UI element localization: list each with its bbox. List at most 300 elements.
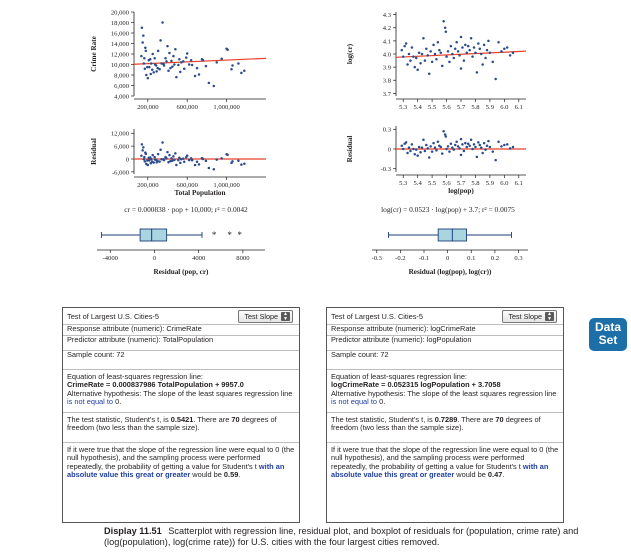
data-point — [179, 162, 182, 165]
data-point — [220, 157, 223, 160]
data-point — [402, 55, 405, 58]
data-point — [409, 59, 412, 62]
y-axis-label: Residual — [90, 138, 98, 165]
alt-value: 0. — [377, 397, 386, 407]
data-point — [215, 158, 218, 161]
data-point — [405, 141, 408, 144]
data-point — [185, 56, 188, 59]
data-point — [476, 71, 479, 74]
predictor-row — [327, 335, 563, 346]
p-value: 0.59 — [223, 470, 239, 480]
box-upper-half — [152, 229, 167, 241]
data-point — [151, 69, 154, 72]
x-tick-label: 600,000 — [176, 182, 198, 189]
data-point — [190, 59, 193, 62]
data-point — [415, 57, 418, 60]
data-point — [440, 146, 443, 149]
data-point — [194, 75, 197, 78]
data-point — [428, 156, 431, 159]
data-point — [145, 50, 148, 53]
y-axis-label: Residual — [346, 135, 354, 163]
y-tick-label: 4,000 — [114, 93, 129, 101]
data-point — [453, 57, 456, 60]
data-point — [483, 142, 486, 145]
data-point — [503, 48, 506, 51]
data-point — [188, 159, 191, 162]
data-point — [434, 146, 437, 149]
x-tick-label: 1,000,000 — [213, 104, 240, 111]
p-text: . — [238, 470, 241, 480]
data-point — [445, 55, 448, 58]
x-tick-label: 5.7 — [456, 104, 466, 111]
data-point — [489, 146, 492, 149]
x-tick-label: -0.3 — [371, 255, 382, 262]
data-point — [177, 64, 180, 67]
data-point — [458, 54, 461, 57]
data-point — [464, 142, 467, 145]
data-point — [421, 53, 424, 56]
data-point — [243, 162, 246, 165]
data-point — [243, 70, 246, 73]
test-slope-label: Test Slope — [508, 312, 542, 321]
x-tick-label: 5.9 — [485, 180, 495, 187]
data-point — [220, 57, 223, 60]
data-point — [427, 147, 430, 150]
stat-text: The test statistic, Student's t, is — [331, 415, 435, 424]
data-point — [481, 63, 484, 66]
divider — [63, 369, 299, 370]
x-tick-label: 8000 — [236, 255, 250, 262]
data-point — [198, 163, 201, 166]
data-point — [173, 63, 176, 66]
data-point — [161, 141, 164, 144]
data-point — [155, 70, 158, 73]
test-slope-dropdown[interactable] — [238, 310, 293, 323]
x-tick-label: 5.4 — [413, 104, 422, 111]
data-point — [487, 140, 490, 143]
y-tick-label: 3.9 — [382, 64, 391, 72]
data-point — [503, 144, 506, 147]
data-point — [416, 154, 419, 157]
x-tick-label: 4000 — [192, 255, 206, 262]
data-point — [486, 144, 489, 147]
data-point — [185, 156, 188, 159]
data-point — [144, 160, 147, 163]
data-point — [494, 78, 497, 81]
equation-line: CrimeRate = 0.000837986 TotalPopulation + 9957.0 — [67, 380, 244, 390]
x-tick-label: 6.0 — [500, 180, 509, 187]
data-point — [170, 60, 173, 63]
data-point — [460, 67, 463, 70]
alternative-hypothesis — [331, 390, 559, 407]
p-value-text — [67, 446, 295, 480]
data-point — [140, 55, 143, 58]
data-point — [422, 37, 425, 40]
data-point — [169, 67, 172, 70]
y-tick-label: 4.3 — [382, 12, 391, 20]
data-point — [460, 138, 463, 141]
data-point — [477, 42, 480, 45]
data-point — [483, 44, 486, 47]
divider — [63, 412, 299, 413]
predictor-attribute: Predictor attribute (numeric): logPopulation — [331, 335, 472, 344]
data-point — [157, 153, 160, 156]
data-point — [147, 77, 150, 80]
data-point — [153, 57, 156, 60]
sample-count: Sample count: 72 — [67, 350, 125, 359]
data-point — [208, 167, 211, 170]
data-point — [172, 55, 175, 58]
data-point — [168, 154, 171, 157]
data-point — [500, 145, 503, 148]
data-point — [174, 48, 177, 51]
data-point — [476, 156, 479, 159]
response-attribute: Response attribute (numeric): CrimeRate — [67, 324, 202, 333]
x-tick-label: 6.1 — [514, 180, 523, 187]
t-value: 0.7289 — [434, 415, 458, 424]
divider — [63, 442, 299, 443]
x-tick-label: 5.7 — [456, 180, 466, 187]
figure-caption — [104, 526, 624, 548]
display-number: Display 11.51 — [104, 526, 162, 536]
data-point — [432, 142, 435, 145]
regression-line — [396, 51, 526, 57]
data-point — [150, 158, 153, 161]
data-point — [492, 61, 495, 64]
data-point — [158, 68, 161, 71]
equation-title: Equation of least-squares regression line: — [331, 372, 467, 381]
data-point — [509, 54, 512, 57]
data-point — [425, 144, 428, 147]
x-tick-label: 200,000 — [137, 182, 159, 189]
data-point — [428, 72, 431, 75]
data-point — [143, 158, 146, 161]
data-point — [202, 158, 205, 161]
data-point — [487, 40, 490, 43]
data-point — [427, 54, 430, 57]
data-point — [237, 159, 240, 162]
data-point — [141, 143, 144, 146]
data-point — [461, 46, 464, 49]
equation-block — [67, 373, 295, 407]
data-point — [468, 144, 471, 147]
data-point — [142, 34, 145, 37]
p-text: would be — [190, 470, 224, 480]
data-point — [509, 147, 512, 150]
alternative-hypothesis — [67, 390, 295, 407]
data-point — [172, 155, 175, 158]
panel-title: Test of Largest U.S. Cities-5 — [331, 312, 424, 321]
x-axis-label: Residual (pop, cr) — [153, 268, 209, 276]
box-lower-half — [438, 229, 452, 241]
sample-row — [63, 350, 299, 361]
divider — [327, 369, 563, 370]
regression-line — [134, 58, 266, 64]
y-tick-label: 6,000 — [114, 82, 129, 90]
data-point — [442, 130, 445, 133]
p-direction: with an absolute value this great or greater — [67, 461, 285, 480]
data-point — [453, 148, 456, 151]
data-point — [196, 161, 199, 164]
data-point — [142, 146, 145, 149]
data-point — [159, 149, 162, 152]
data-point — [409, 150, 412, 153]
data-point — [450, 45, 453, 48]
data-point — [412, 55, 415, 58]
x-axis-label: Total Population — [174, 189, 226, 197]
data-point — [145, 153, 148, 156]
data-point — [455, 141, 458, 144]
data-point — [152, 71, 155, 74]
data-point — [143, 62, 146, 64]
stat-text: degrees of freedom (two less than the sample size). — [67, 415, 277, 433]
x-tick-label: 5.5 — [427, 104, 437, 111]
data-point — [463, 150, 466, 153]
stat-text: The test statistic, Student's t, is — [67, 415, 171, 424]
data-point — [194, 164, 197, 167]
x-tick-label: 5.5 — [427, 180, 437, 187]
x-tick-label: -0.1 — [418, 255, 430, 262]
test-panel-right — [326, 307, 564, 523]
y-tick-label: 3.7 — [382, 90, 391, 98]
data-point — [401, 49, 404, 52]
data-point — [182, 60, 185, 63]
y-tick-label: 3.8 — [382, 77, 391, 85]
data-set-badge-line1: Data — [594, 320, 621, 334]
x-tick-label: 6.1 — [514, 104, 523, 111]
data-point — [435, 149, 438, 152]
test-slope-dropdown[interactable] — [502, 310, 557, 323]
data-point — [473, 46, 476, 49]
data-point — [191, 159, 194, 162]
data-point — [486, 49, 489, 52]
data-point — [403, 45, 406, 48]
data-point — [466, 146, 469, 149]
p-value: 0.47 — [487, 470, 503, 480]
data-point — [198, 73, 201, 76]
data-point — [205, 160, 208, 163]
data-point — [416, 69, 419, 72]
data-point — [445, 135, 448, 138]
data-point — [159, 39, 162, 42]
data-point — [178, 58, 181, 61]
data-point — [202, 59, 205, 62]
data-point — [447, 50, 450, 53]
data-point — [171, 65, 174, 68]
data-point — [419, 151, 422, 154]
data-point — [406, 152, 409, 155]
data-point — [406, 63, 409, 66]
data-point — [148, 66, 151, 69]
response-row — [327, 324, 563, 335]
data-point — [411, 46, 414, 49]
data-point — [213, 168, 216, 171]
data-point — [144, 46, 147, 49]
data-point — [165, 157, 168, 160]
y-tick-label: -0.3 — [380, 166, 391, 174]
data-point — [450, 142, 453, 145]
data-point — [231, 160, 234, 163]
data-point — [445, 148, 448, 151]
panel-title: Test of Largest U.S. Cities-5 — [67, 312, 160, 321]
data-point — [177, 159, 180, 162]
data-point — [412, 148, 415, 151]
data-point — [167, 70, 170, 73]
x-tick-label: 5.8 — [471, 104, 480, 111]
data-point — [447, 145, 450, 148]
data-point — [414, 153, 417, 156]
y-tick-label: 0.3 — [382, 126, 391, 134]
data-point — [440, 51, 443, 54]
alt-direction: is not equal to — [67, 397, 114, 407]
data-point — [442, 20, 445, 23]
p-direction: with an absolute value this great or greater — [331, 461, 549, 480]
y-tick-label: 12,000 — [110, 51, 129, 59]
data-point — [431, 61, 434, 64]
test-panel-left — [62, 307, 300, 523]
y-tick-label: 10,000 — [110, 61, 129, 69]
data-point — [408, 53, 411, 56]
data-point — [437, 41, 440, 44]
equation-block — [331, 373, 559, 407]
alt-direction: is not equal to — [331, 397, 378, 407]
data-point — [157, 50, 160, 53]
y-tick-label: 20,000 — [110, 9, 129, 17]
equation-right: log(cr) = 0.0523 · log(pop) + 3.7; r² = 0.0075 — [381, 205, 515, 214]
y-tick-label: 0 — [125, 156, 129, 164]
y-axis-label: log(cr) — [346, 43, 354, 65]
data-point — [480, 53, 483, 56]
sample-count: Sample count: 72 — [331, 350, 389, 359]
data-point — [434, 53, 437, 56]
box-upper-half — [452, 229, 466, 241]
data-point — [484, 57, 487, 60]
data-point — [448, 150, 451, 153]
data-point — [451, 53, 454, 56]
data-point — [418, 51, 421, 54]
data-point — [468, 49, 471, 52]
data-point — [492, 150, 495, 153]
data-point — [454, 144, 457, 147]
data-point — [463, 59, 466, 62]
data-point — [149, 73, 152, 76]
data-point — [471, 148, 474, 151]
data-point — [166, 151, 169, 154]
y-tick-label: 16,000 — [110, 30, 129, 38]
data-point — [231, 64, 234, 67]
stat-text: . There are — [457, 415, 496, 424]
p-value-text — [331, 446, 559, 480]
data-point — [421, 146, 424, 149]
data-point — [437, 141, 440, 144]
data-point — [481, 152, 484, 155]
data-point — [467, 45, 470, 48]
data-point — [479, 48, 482, 51]
sample-row — [327, 350, 563, 361]
data-point — [466, 51, 469, 54]
data-point — [405, 42, 408, 45]
data-point — [477, 141, 480, 144]
data-point — [205, 65, 208, 68]
data-point — [173, 159, 176, 162]
x-tick-label: 6.0 — [500, 104, 509, 111]
data-point — [237, 62, 240, 64]
data-point — [441, 65, 444, 68]
data-point — [161, 21, 164, 24]
data-point — [454, 48, 457, 51]
x-tick-label: 5.6 — [442, 180, 451, 187]
y-tick-label: 14,000 — [110, 40, 129, 48]
divider — [327, 412, 563, 413]
y-tick-label: 4.1 — [382, 38, 391, 46]
degrees-of-freedom: 70 — [495, 415, 504, 424]
p-text: would be — [454, 470, 488, 480]
data-point — [155, 64, 158, 67]
data-point — [147, 164, 150, 167]
data-point — [448, 61, 451, 64]
x-tick-label: -0.2 — [395, 255, 406, 262]
data-point — [175, 76, 178, 79]
stat-text: . There are — [193, 415, 232, 424]
data-point — [457, 50, 460, 53]
data-point — [471, 55, 474, 58]
x-tick-label: 5.3 — [399, 180, 408, 187]
data-point — [179, 71, 182, 74]
y-tick-label: 4.0 — [382, 51, 391, 59]
x-tick-label: 0.1 — [467, 255, 476, 262]
data-point — [145, 74, 148, 77]
y-tick-label: 0 — [387, 146, 391, 154]
data-point — [424, 150, 427, 153]
data-point — [441, 152, 444, 155]
data-point — [226, 49, 229, 52]
alt-value: 0. — [113, 397, 122, 407]
data-point — [240, 72, 243, 75]
y-axis-label: Crime Rate — [90, 36, 98, 72]
box-lower-half — [140, 229, 152, 241]
data-point — [140, 155, 143, 158]
data-point — [455, 41, 458, 44]
data-point — [149, 58, 152, 61]
data-point — [226, 154, 229, 157]
data-set-badge[interactable] — [589, 318, 627, 351]
data-point — [464, 44, 467, 47]
data-point — [484, 148, 487, 151]
response-row — [63, 324, 299, 335]
x-tick-label: 5.8 — [471, 180, 480, 187]
data-point — [414, 66, 417, 69]
data-point — [444, 27, 447, 30]
data-point — [215, 61, 218, 64]
data-point — [144, 67, 147, 70]
data-point — [506, 46, 509, 49]
data-set-badge-line2: Set — [598, 333, 618, 347]
data-point — [460, 154, 463, 157]
data-point — [415, 148, 418, 151]
data-point — [175, 164, 178, 167]
data-point — [401, 144, 404, 147]
data-point — [163, 64, 166, 67]
data-point — [418, 146, 421, 149]
p-text: If it were true that the slope of the regression line were equal to 0 (the null hypothesis), and the sampling process were performed repeatedly, the probability of getting a value for Student's t — [67, 445, 295, 471]
data-point — [500, 50, 503, 53]
y-tick-label: 12,000 — [110, 130, 129, 138]
x-tick-label: 5.9 — [485, 104, 495, 111]
data-point — [168, 52, 171, 55]
data-point — [479, 144, 482, 147]
data-point — [419, 62, 422, 65]
equation-line: logCrimeRate = 0.052315 logPopulation + 3.7058 — [331, 380, 501, 390]
